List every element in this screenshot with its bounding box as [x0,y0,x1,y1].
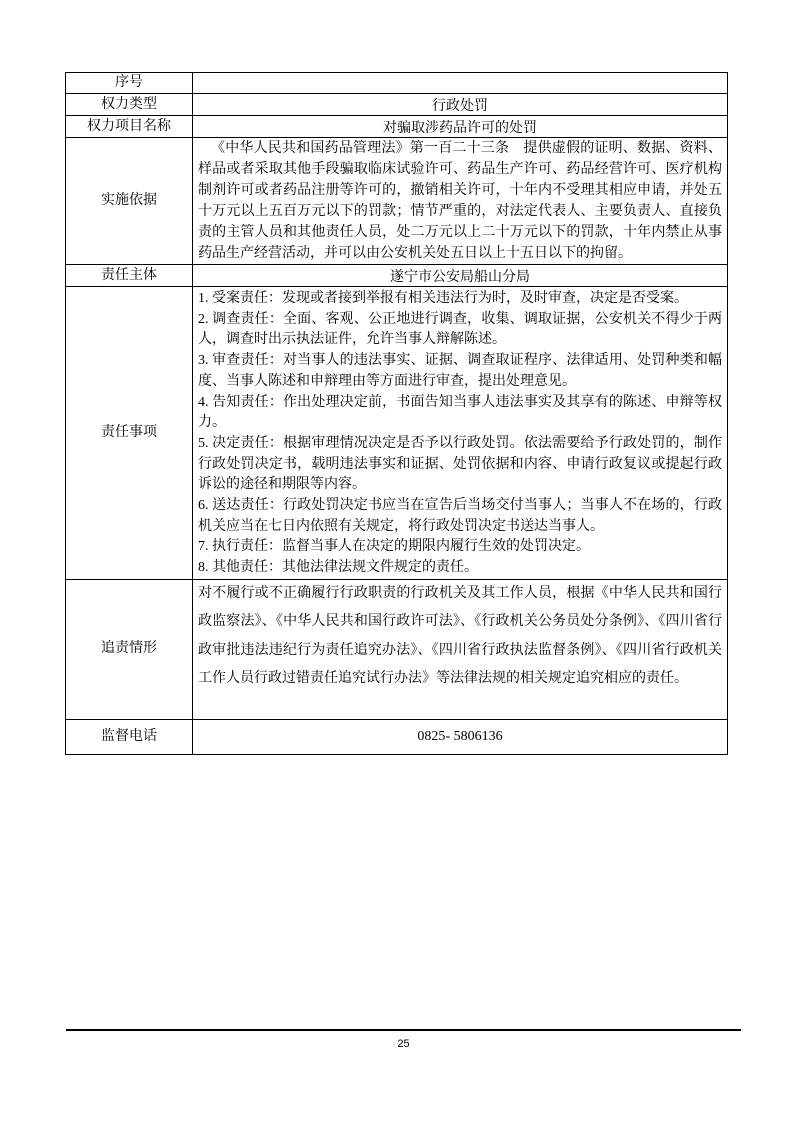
duty-item-decision: 5. 决定责任：根据审理情况决定是否予以行政处罚。依法需要给予行政处罚的，制作行政处罚决定书，载明违法事实和证据、处罚依据和内容、申请行政复议或提起行政诉讼的途径和期限等内容。 [198,435,722,493]
table-row [66,579,728,719]
table-row [66,719,728,754]
row-label-responsibility-items: 责任事项 [66,287,193,580]
row-value-power-item-name: 对骗取涉药品许可的处罚 [193,116,728,138]
footer-rule [66,1029,741,1031]
duty-item-delivery: 6. 送达责任：行政处罚决定书应当在宣告后当场交付当事人；当事人不在场的，行政机关应当在七日内依照有关规定，将行政处罚决定书送达当事人。 [198,498,722,534]
row-label-supervision-phone: 监督电话 [66,719,193,754]
row-label-responsible-entity: 责任主体 [66,265,193,287]
row-label-power-type: 权力类型 [66,94,193,116]
duty-item-notification: 4. 告知责任：作出处理决定前，书面告知当事人违法事实及其享有的陈述、申辩等权力。 [198,394,722,431]
row-label-power-item-name: 权力项目名称 [66,116,193,138]
duty-item-enforcement: 7. 执行责任：监督当事人在决定的期限内履行生效的处罚决定。 [198,539,590,555]
duty-item-investigation: 2. 调查责任：全面、客观、公正地进行调查，收集、调取证据，公安机关不得少于两人，调查时出示执法证件，允许当事人辩解陈述。 [198,311,722,348]
implementation-basis-text: 《中华人民共和国药品管理法》第一百二十三条 提供虚假的证明、数据、资料、样品或者采取其他手段骗取临床试验许可、药品生产许可、药品经营许可、医疗机构制剂许可或者药品注册等许可的，撤销相关许可，十年内不受理其相应申请，并处五十万元以上五百万元以下的罚款；情节严重的，对法定代表人、主要负责人、直接负责的主管人员和其他责任人员，处二万元以上二十万元以下的罚款，十年内禁止从事药品生产经营活动，并可以由公安机关处五日以上十五日以下的拘留。 [198,141,722,261]
row-value-responsibility-items [193,287,728,580]
row-value-implementation-basis [193,138,728,265]
table-row [66,116,728,138]
row-label-implementation-basis: 实施依据 [66,138,193,265]
table-row [66,138,728,265]
page-number: 25 [397,1038,410,1050]
table-row [66,287,728,580]
row-value-responsible-entity: 遂宁市公安局船山分局 [193,265,728,287]
row-value-accountability-situations [193,579,728,719]
row-label-accountability-situations: 追责情形 [66,579,193,719]
row-value-supervision-phone: 0825- 5806136 [193,719,728,754]
row-label-serial-number: 序号 [66,73,193,94]
row-value-power-type: 行政处罚 [193,94,728,116]
accountability-text: 对不履行或不正确履行行政职责的行政机关及其工作人员，根据《中华人民共和国行政监察法》、《中华人民共和国行政许可法》、《行政机关公务员处分条例》、《四川省行政审批违法违纪行为责任追究办法》、《四川省行政执法监督条例》、《四川省行政机关工作人员行政过错责任追究试行办法》等法律法规的相关规定追究相应的责任。 [198,585,722,687]
duty-item-other: 8. 其他责任：其他法律法规文件规定的责任。 [198,560,478,576]
duty-item-accept-case: 1. 受案责任：发现或者接到举报有相关违法行为时，及时审查，决定是否受案。 [198,291,688,306]
row-value-serial-number [193,73,728,94]
table-row [66,94,728,116]
table-row [66,73,728,94]
table-row [66,265,728,287]
duty-item-review: 3. 审查责任：对当事人的违法事实、证据、调查取证程序、法律适用、处罚种类和幅度、当事人陈述和申辩理由等方面进行审查，提出处理意见。 [198,353,722,389]
power-item-table [65,72,728,755]
